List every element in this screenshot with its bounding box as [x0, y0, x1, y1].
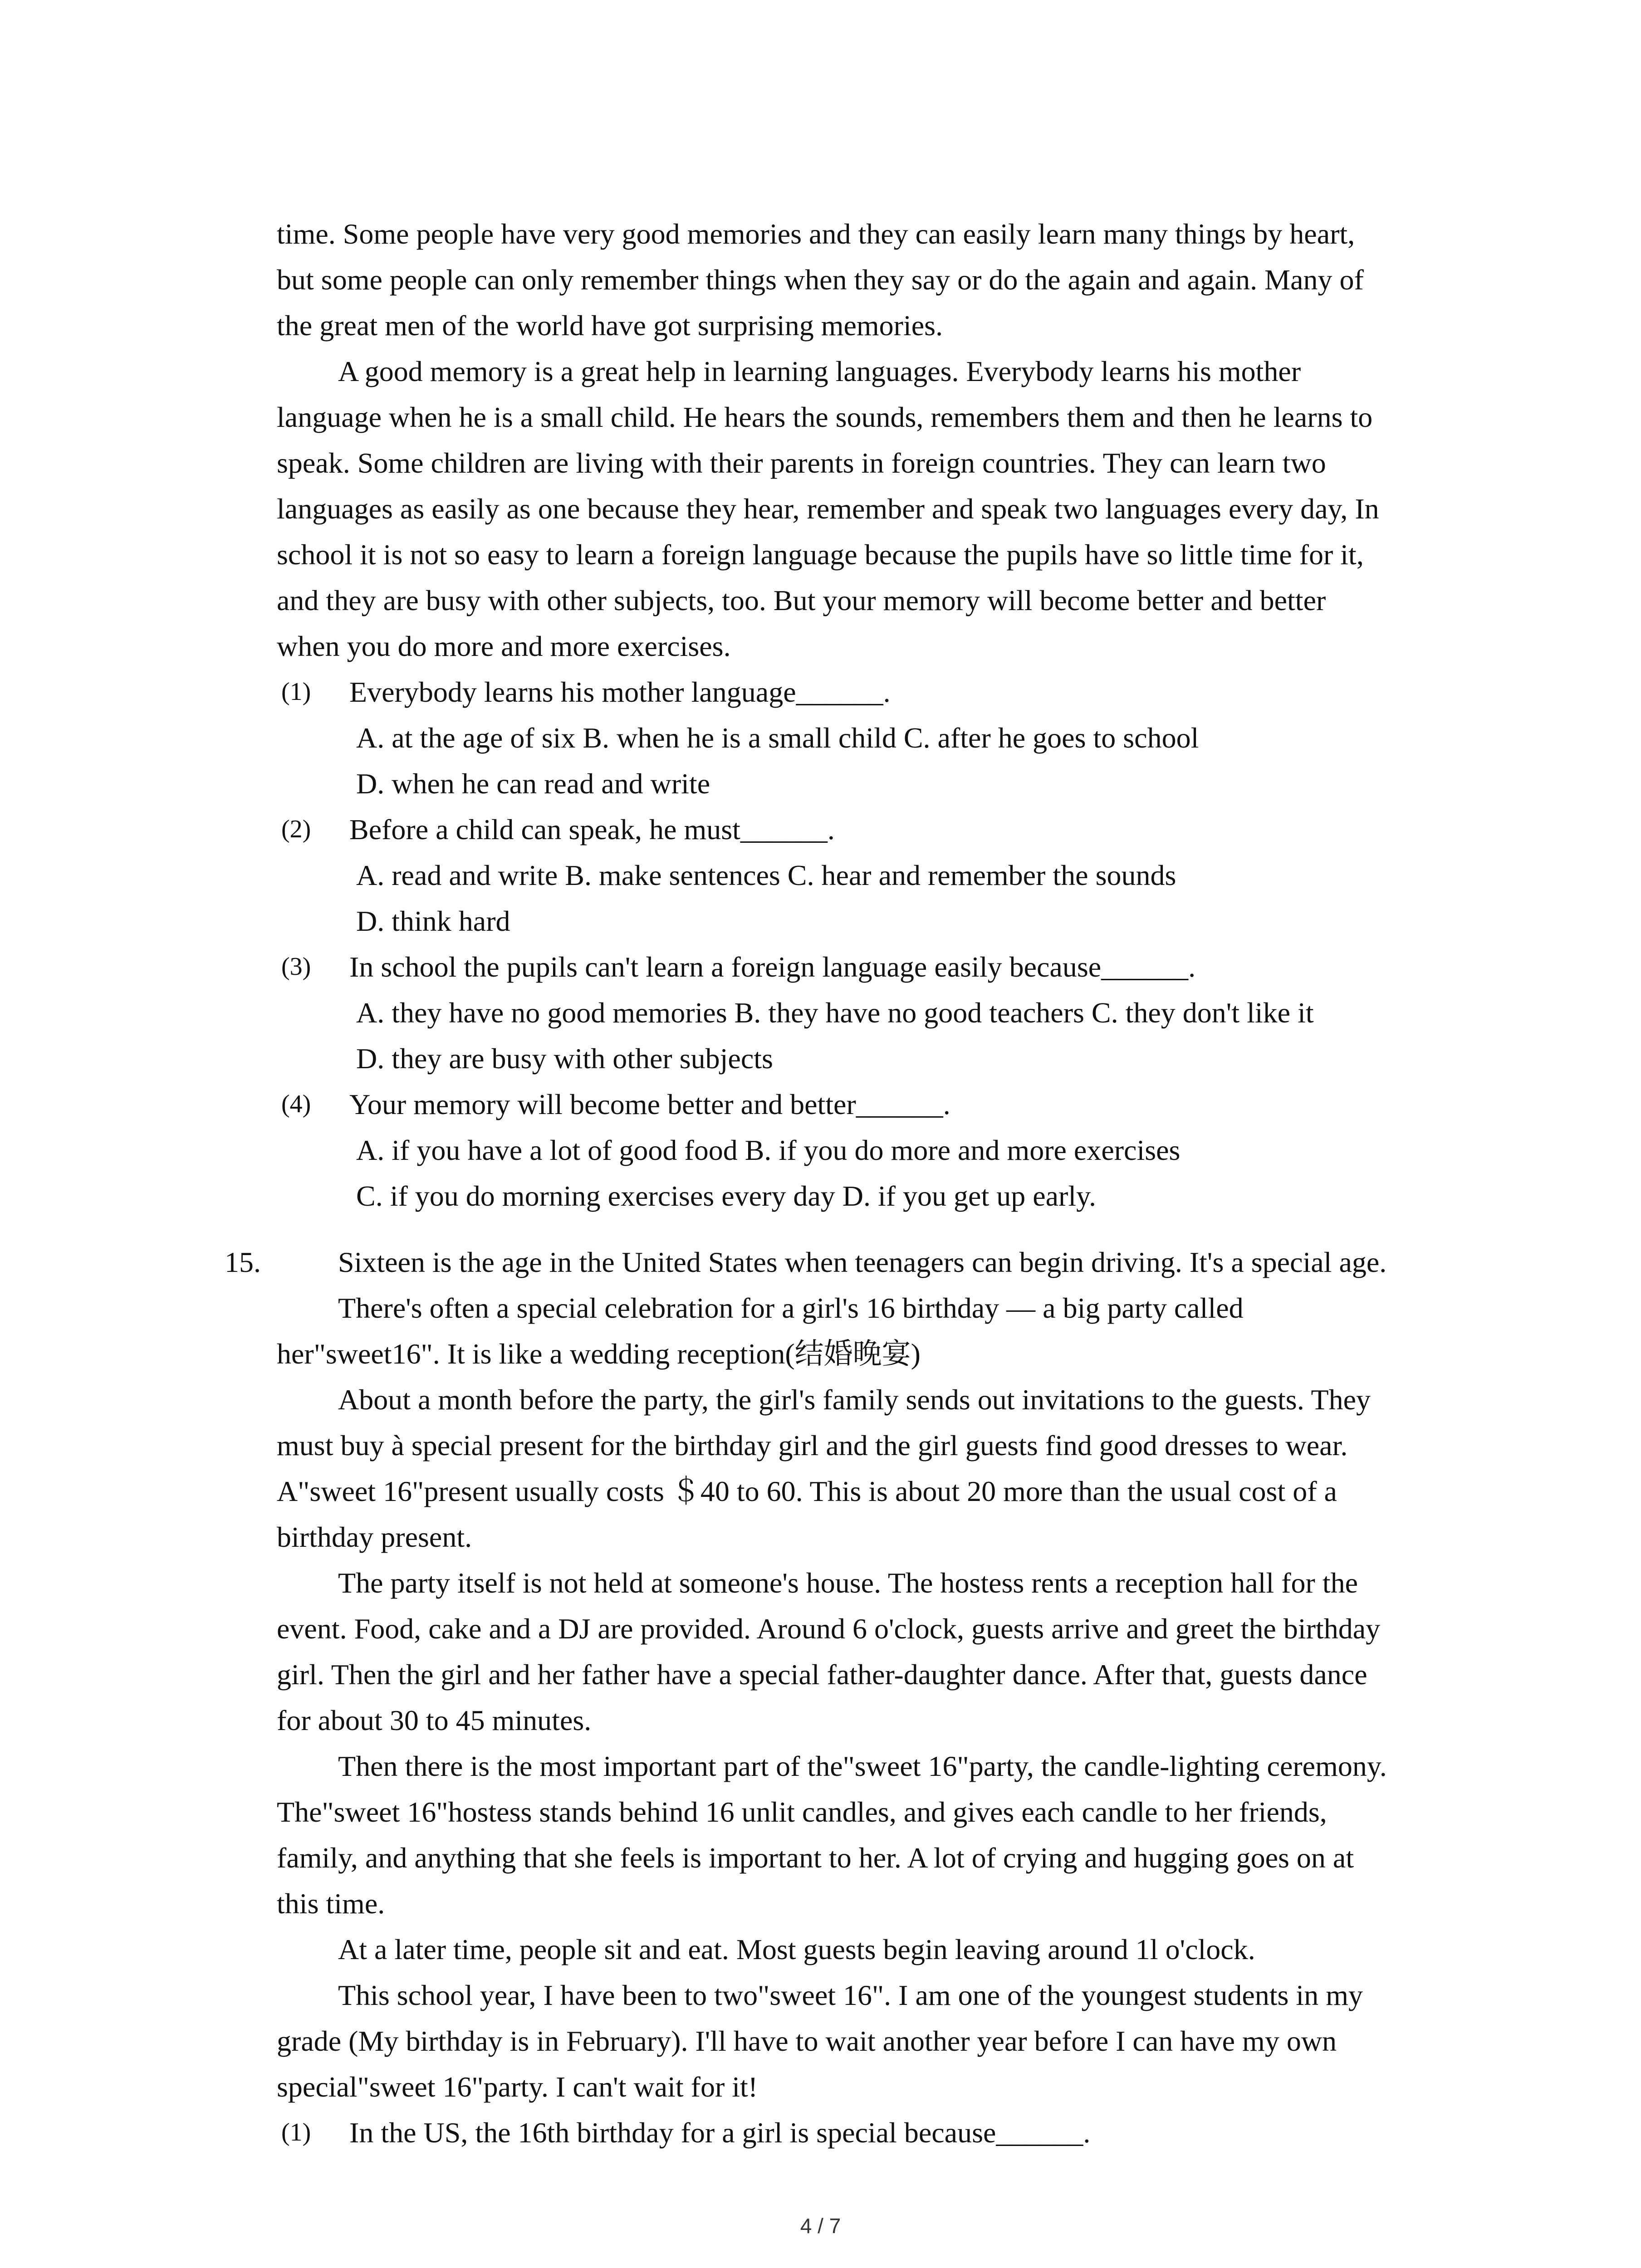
passage-line: language when he is a small child. He hears the sounds, remembers them and then he learns to — [277, 401, 1373, 433]
passage-line: this time. — [277, 1887, 385, 1920]
answer-options: C. if you do morning exercises every day D. if you get up early. — [356, 1180, 1096, 1212]
question-text: Your memory will become better and better______. — [349, 1088, 950, 1120]
answer-options: A. they have no good memories B. they have no good teachers C. they don't like it — [356, 997, 1314, 1029]
passage-line: time. Some people have very good memories and they can easily learn many things by heart, — [277, 218, 1355, 250]
passage-line: for about 30 to 45 minutes. — [277, 1704, 592, 1736]
question-text: In the US, the 16th birthday for a girl is special because______. — [349, 2116, 1091, 2149]
passage-line: speak. Some children are living with their parents in foreign countries. They can learn two — [277, 447, 1326, 479]
passage-line: family, and anything that she feels is important to her. A lot of crying and hugging goes on at — [277, 1842, 1354, 1874]
passage-line: A"sweet 16"present usually costs ＄40 to 60. This is about 20 more than the usual cost of a — [277, 1475, 1337, 1507]
question-4 — [281, 1081, 1470, 1127]
page-number: 4 / 7 — [800, 2214, 841, 2238]
passage-line: About a month before the party, the girl's family sends out invitations to the guests. They — [338, 1383, 1371, 1416]
passage-line: The"sweet 16"hostess stands behind 16 unlit candles, and gives each candle to her friends, — [277, 1796, 1327, 1828]
question-number: (1) — [281, 2118, 311, 2146]
passage-line: The party itself is not held at someone's house. The hostess rents a reception hall for the — [338, 1567, 1358, 1599]
answer-options: D. when he can read and write — [356, 767, 710, 800]
passage-line: but some people can only remember things when they say or do the again and again. Many of — [277, 264, 1364, 296]
passage-line: grade (My birthday is in February). I'll have to wait another year before I can have my own — [277, 2025, 1337, 2057]
passage-line: must buy à special present for the birthday girl and the girl guests find good dresses to wear. — [277, 1429, 1348, 1461]
passage-line: and they are busy with other subjects, too. But your memory will become better and better — [277, 584, 1326, 616]
passage-line: Sixteen is the age in the United States when teenagers can begin driving. It's a special age. — [338, 1246, 1387, 1278]
question-1 — [281, 669, 1470, 715]
passage-line: A good memory is a great help in learning languages. Everybody learns his mother — [338, 355, 1301, 387]
answer-options: D. think hard — [356, 905, 510, 937]
passage-line: There's often a special celebration for a girl's 16 birthday — a big party called — [338, 1292, 1244, 1324]
question-3 — [281, 944, 1470, 990]
passage-line: her"sweet16". It is like a wedding reception(结婚晚宴) — [277, 1338, 921, 1370]
question-number: (4) — [281, 1090, 311, 1118]
question-2 — [281, 807, 1470, 852]
passage-line: This school year, I have been to two"sweet 16". I am one of the youngest students in my — [338, 1979, 1363, 2011]
passage-line: school it is not so easy to learn a foreign language because the pupils have so little time for it, — [277, 538, 1364, 571]
passage-line: special"sweet 16"party. I can't wait for it! — [277, 2071, 758, 2103]
question-text: In school the pupils can't learn a foreign language easily because______. — [349, 951, 1196, 983]
question-text: Everybody learns his mother language______. — [349, 676, 891, 708]
question-1 — [281, 2110, 1470, 2156]
passage-line: languages as easily as one because they hear, remember and speak two languages every day, In — [277, 493, 1379, 525]
question-number: (1) — [281, 678, 311, 706]
question-group-number: 15. — [225, 1246, 261, 1278]
answer-options: A. if you have a lot of good food B. if you do more and more exercises — [356, 1134, 1181, 1166]
answer-options: D. they are busy with other subjects — [356, 1042, 773, 1075]
passage-line: event. Food, cake and a DJ are provided. Around 6 o'clock, guests arrive and greet the birthday — [277, 1613, 1381, 1645]
answer-options: A. read and write B. make sentences C. hear and remember the sounds — [356, 859, 1176, 891]
question-number: (3) — [281, 953, 311, 981]
question-text: Before a child can speak, he must______. — [349, 813, 835, 846]
passage-line: At a later time, people sit and eat. Most guests begin leaving around 1l o'clock. — [338, 1933, 1255, 1965]
passage-line: birthday present. — [277, 1521, 472, 1553]
passage-line: girl. Then the girl and her father have a special father-daughter dance. After that, guests dance — [277, 1658, 1367, 1691]
question-number: (2) — [281, 815, 311, 843]
passage-line: Then there is the most important part of the"sweet 16"party, the candle-lighting ceremony. — [338, 1750, 1387, 1782]
answer-options: A. at the age of six B. when he is a small child C. after he goes to school — [356, 722, 1199, 754]
passage-line: the great men of the world have got surprising memories. — [277, 309, 943, 342]
passage-line: when you do more and more exercises. — [277, 630, 731, 662]
